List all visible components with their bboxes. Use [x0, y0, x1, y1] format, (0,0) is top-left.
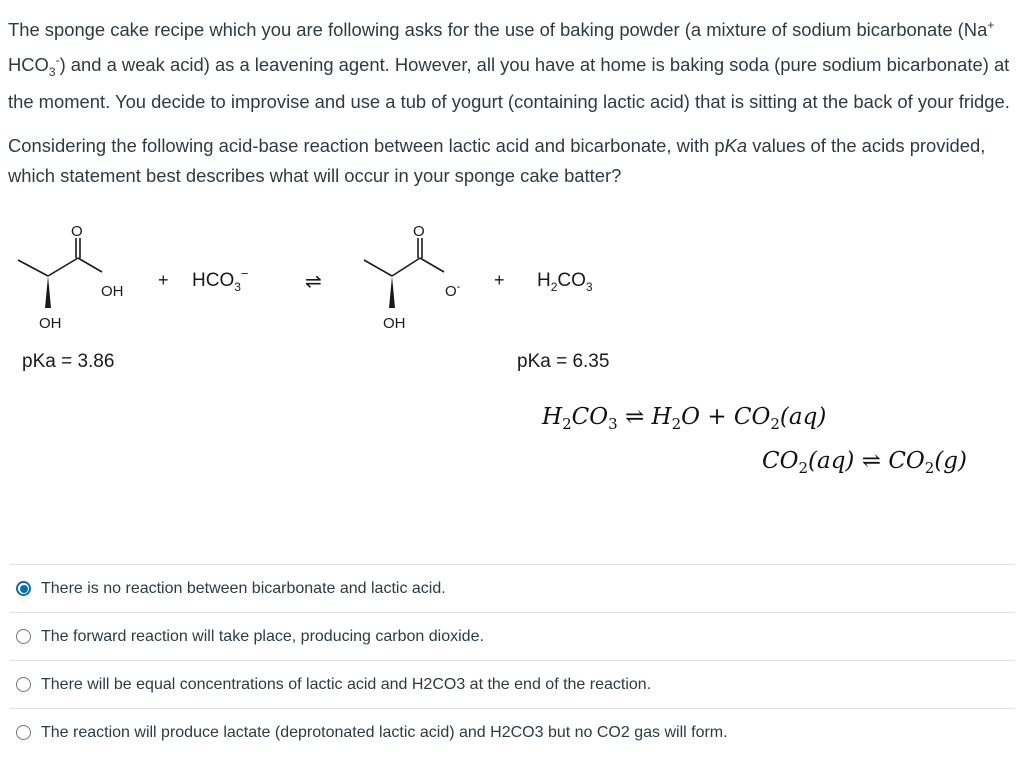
- lactic-acid-wedge-bond: [45, 276, 51, 308]
- bicarbonate-formula: $HCO_3^-$: [192, 266, 249, 294]
- pka-lactic-acid: pKa = 3.86: [22, 351, 115, 372]
- radio-button[interactable]: [16, 629, 31, 644]
- answer-option-2[interactable]: [10, 612, 1015, 660]
- question-paragraph-1: The sponge cake recipe which you are following asks for the use of baking powder (a mixture of sodium bicarbonate (Na+ $HCO_3^-$) and a weak acid) as a leavening agent. However, all you have at home is baking soda (pure sodium bicarbonate) at the moment. You decide to improvise and use a tub of yogurt (containing lactic acid) that is sitting at the back of your fridge.: [8, 18, 1010, 112]
- lactate-carbonyl-o: O: [413, 223, 425, 240]
- reaction-scheme: [0, 214, 1035, 374]
- answer-label: There will be equal concentrations of lactic acid and H2CO3 at the end of the reaction.: [41, 675, 652, 693]
- radio-button-selected[interactable]: [16, 581, 31, 596]
- answer-label: The forward reaction will take place, producing carbon dioxide.: [41, 627, 484, 645]
- question-text: [8, 10, 1023, 191]
- lactic-acid-structure: [18, 238, 102, 276]
- answer-label: The reaction will produce lactate (deprotonated lactic acid) and H2CO3 but no CO2 gas will form.: [41, 723, 728, 741]
- answer-options: [10, 564, 1015, 756]
- lactic-carbonyl-o: O: [71, 223, 83, 240]
- lactate-o-minus: O-: [445, 281, 461, 300]
- lactate-hydroxyl-oh: OH: [383, 315, 406, 332]
- radio-button[interactable]: [16, 677, 31, 692]
- equilibrium-arrow: ⇌: [305, 271, 322, 293]
- carbonic-acid-formula: $H_2CO_3$: [537, 270, 593, 294]
- plus-sign-2: +: [494, 270, 505, 290]
- radio-button[interactable]: [16, 725, 31, 740]
- pka-carbonic-acid: pKa = 6.35: [517, 351, 610, 372]
- answer-option-3[interactable]: [10, 660, 1015, 708]
- answer-option-4[interactable]: [10, 708, 1015, 756]
- equation-carbonic-decomposition: $H_2CO_3$ ⇌ $H_2O + CO_2(aq)$: [542, 404, 827, 433]
- lactic-hydroxyl-oh: OH: [39, 315, 62, 332]
- question-paragraph-2: Considering the following acid-base reaction between lactic acid and bicarbonate, with pKa values of the acids provided, which statement best describes what will occur in your sponge cake batter?: [8, 134, 986, 186]
- lactate-structure: [364, 238, 444, 276]
- lactate-wedge-bond: [389, 276, 395, 308]
- answer-option-1[interactable]: [10, 564, 1015, 612]
- answer-label: There is no reaction between bicarbonate and lactic acid.: [41, 579, 446, 597]
- equation-co2-release: $CO_2(aq)$ ⇌ $CO_2(g)$: [762, 448, 967, 477]
- plus-sign-1: +: [158, 270, 169, 290]
- lactic-acid-oh: OH: [101, 283, 124, 300]
